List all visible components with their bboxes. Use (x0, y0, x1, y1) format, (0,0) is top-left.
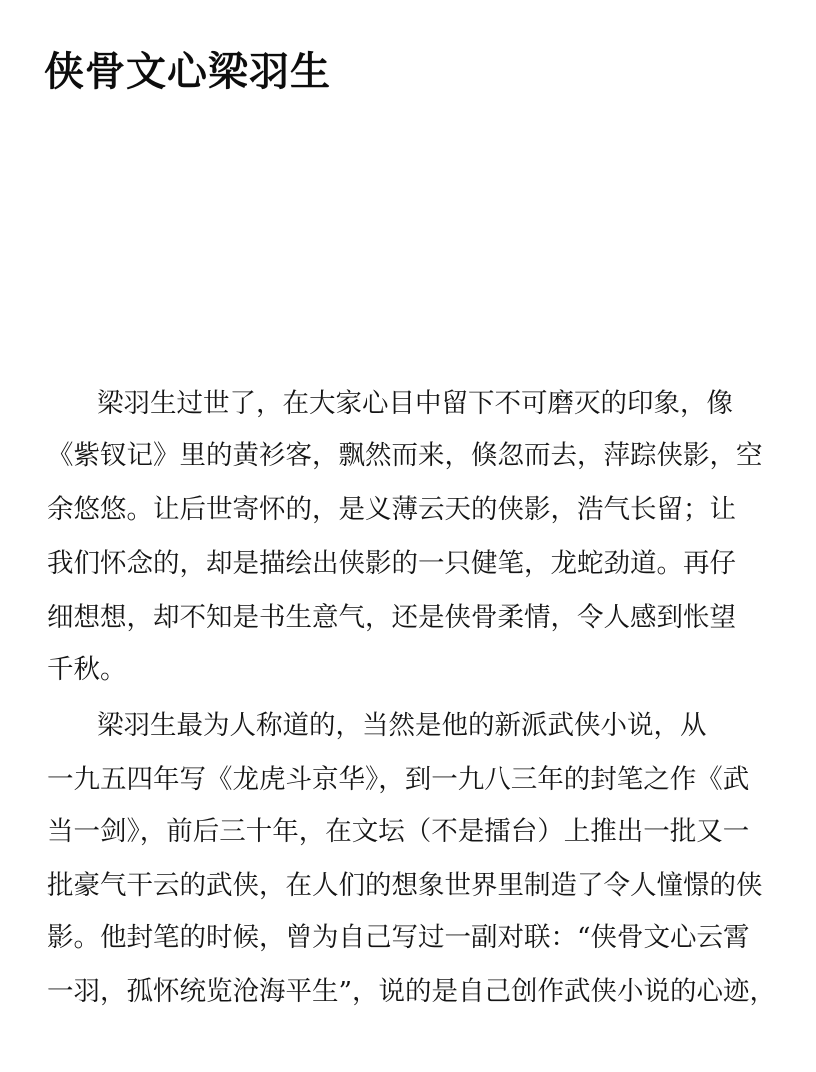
text-line: 当一剑》，前后三十年，在文坛（不是擂台）上推出一批又一 (47, 816, 750, 847)
text-line: 一羽，孤怀统览沧海平生”，说的是自己创作武侠小说的心迹， (47, 976, 777, 1007)
article-title: 侠骨文心梁羽生 (44, 49, 331, 95)
text-line: 余悠悠。让后世寄怀的，是义薄云天的侠影，浩气长留；让 (47, 494, 736, 525)
text-line: 细想想，却不知是书生意气，还是侠骨柔情，令人感到怅望 (47, 602, 736, 633)
text-line: 一九五四年写《龙虎斗京华》，到一九八三年的封笔之作《武 (47, 764, 750, 795)
text-line: 影。他封笔的时候，曾为自己写过一副对联：“侠骨文心云霄 (47, 922, 750, 953)
text-line: 梁羽生过世了，在大家心目中留下不可磨灭的印象，像 (97, 388, 733, 419)
text-line: 梁羽生最为人称道的，当然是他的新派武侠小说，从 (97, 710, 707, 741)
text-line: 批豪气干云的武侠，在人们的想象世界里制造了令人憧憬的侠 (47, 870, 763, 901)
text-line: 千秋。 (47, 654, 127, 685)
text-line: 我们怀念的，却是描绘出侠影的一只健笔，龙蛇劲道。再仔 (47, 548, 736, 579)
text-line: 《紫钗记》里的黄衫客，飘然而来，倏忽而去，萍踪侠影，空 (47, 440, 763, 471)
